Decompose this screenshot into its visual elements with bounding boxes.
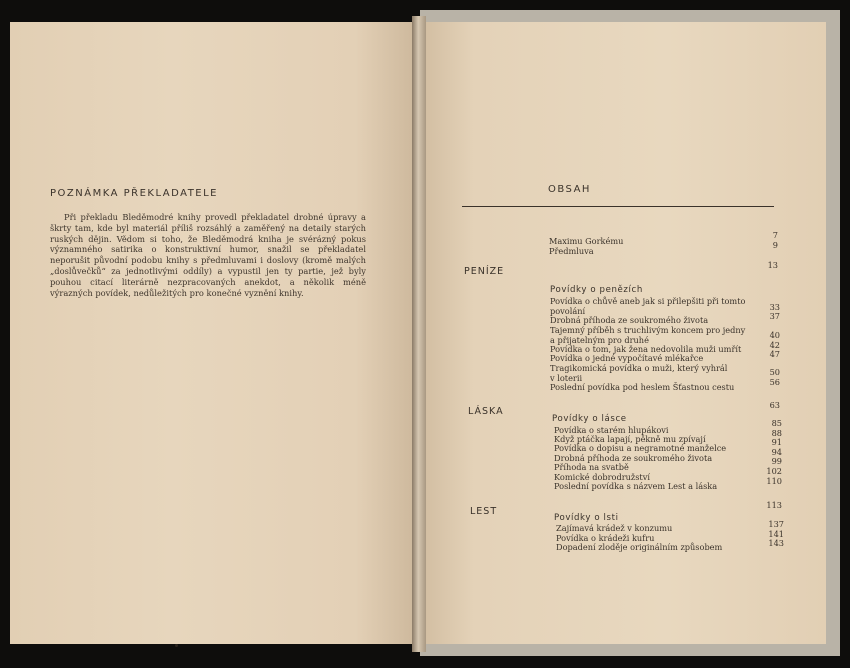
- toc-page-number: 102: [766, 466, 782, 476]
- section-page-number: 113: [766, 500, 782, 510]
- toc-entry: Příhoda na svatbě: [554, 462, 629, 472]
- toc-entry: Povídka o tom, jak žena nedovolila muži umřít: [550, 344, 742, 354]
- contents-rule: [462, 206, 774, 207]
- section-page-number: 63: [769, 400, 780, 410]
- toc-entry: Povídka o chůvě aneb jak si přilepšiti při tomto: [550, 296, 746, 306]
- translator-note-paragraph: Při překladu Bleděmodré knihy provedl překladatel drobné úpravy a škrty tam, kde byl materiál příliš rozsáhlý a zaměřený na detaily starých ruských dějin. Vědom si toho, že Bleděmodrá kniha je svérázný pokus významného satirika o konstruktivní humor, snažil se překladatel neporušit původní podobu knihy s předmluvami i doslovy (kromě malých „doslůvečků“ za jednotlivými oddíly) a vypustil jen ty partie, jež byly pouhou citací literárně nezpracovaných anekdot, a několik méně výrazných povídek, nedůležitých pro konečné vyznění knihy.: [50, 212, 366, 298]
- contents-heading: OBSAH: [548, 184, 591, 195]
- translator-note-heading: POZNÁMKA PŘEKLADATELE: [50, 188, 219, 199]
- section-title: PENÍZE: [464, 266, 505, 277]
- book-spine: [412, 16, 426, 652]
- toc-entry: Tragikomická povídka o muži, který vyhrál: [550, 363, 728, 373]
- toc-entry: Povídka o starém hlupákovi: [554, 425, 669, 435]
- toc-entry: Poslední povídka pod heslem Šťastnou cestu: [550, 382, 735, 392]
- section-subheading: Povídky o lsti: [554, 513, 619, 523]
- toc-entry: v loterii: [550, 373, 583, 383]
- toc-page-number: 40: [769, 330, 780, 340]
- section-subheading: Povídky o lásce: [552, 414, 627, 424]
- toc-entry: Maximu Gorkému: [549, 236, 624, 246]
- toc-page-number: 47: [769, 349, 780, 359]
- toc-page-number: 33: [769, 302, 780, 312]
- toc-page-number: 37: [769, 311, 780, 321]
- toc-entry: Povídka o krádeži kufru: [556, 533, 655, 543]
- toc-page-number: 85: [771, 418, 782, 428]
- toc-entry: Drobná příhoda ze soukromého života: [550, 315, 709, 325]
- section-page-number: 13: [767, 260, 778, 270]
- toc-page-number: 141: [768, 529, 784, 539]
- toc-page-number: 99: [771, 456, 782, 466]
- toc-page-number: 137: [768, 519, 784, 529]
- toc-entry: Komické dobrodružství: [554, 472, 650, 482]
- right-page: [426, 22, 826, 644]
- toc-page-number: 88: [771, 428, 782, 438]
- toc-entry: Dopadení zloděje originálním způsobem: [556, 542, 723, 552]
- toc-page-number: 91: [771, 437, 782, 447]
- toc-entry: Tajemný příběh s truchlivým koncem pro jedny: [550, 325, 746, 335]
- section-title: LÁSKA: [468, 406, 504, 417]
- toc-page-number: 143: [768, 538, 784, 548]
- toc-entry: Poslední povídka s názvem Lest a láska: [554, 481, 718, 491]
- toc-entry: a přijatelným pro druhé: [550, 335, 649, 345]
- toc-page-number: 110: [766, 476, 782, 486]
- section-subheading: Povídky o penězích: [550, 285, 643, 295]
- toc-page-number: 42: [769, 340, 780, 350]
- toc-page-number: 94: [771, 447, 782, 457]
- toc-entry: Drobná příhoda ze soukromého života: [554, 453, 713, 463]
- toc-page-number: 56: [769, 377, 780, 387]
- toc-page-number: 50: [769, 367, 780, 377]
- left-page: [10, 22, 416, 644]
- toc-entry: Povídka o jedné vypočítavé mlékařce: [550, 353, 704, 363]
- toc-entry: povolání: [550, 306, 586, 316]
- page-mark: [175, 644, 178, 647]
- toc-entry: Zajímavá krádež v konzumu: [556, 523, 673, 533]
- toc-page-number: 7: [772, 230, 778, 240]
- toc-page-number: 9: [772, 240, 778, 250]
- toc-entry: Když ptáčka lapají, pěkně mu zpívají: [554, 434, 706, 444]
- section-title: LEST: [470, 506, 498, 517]
- toc-entry: Povídka o dopisu a negramotné manželce: [554, 443, 727, 453]
- toc-entry: Předmluva: [549, 246, 594, 256]
